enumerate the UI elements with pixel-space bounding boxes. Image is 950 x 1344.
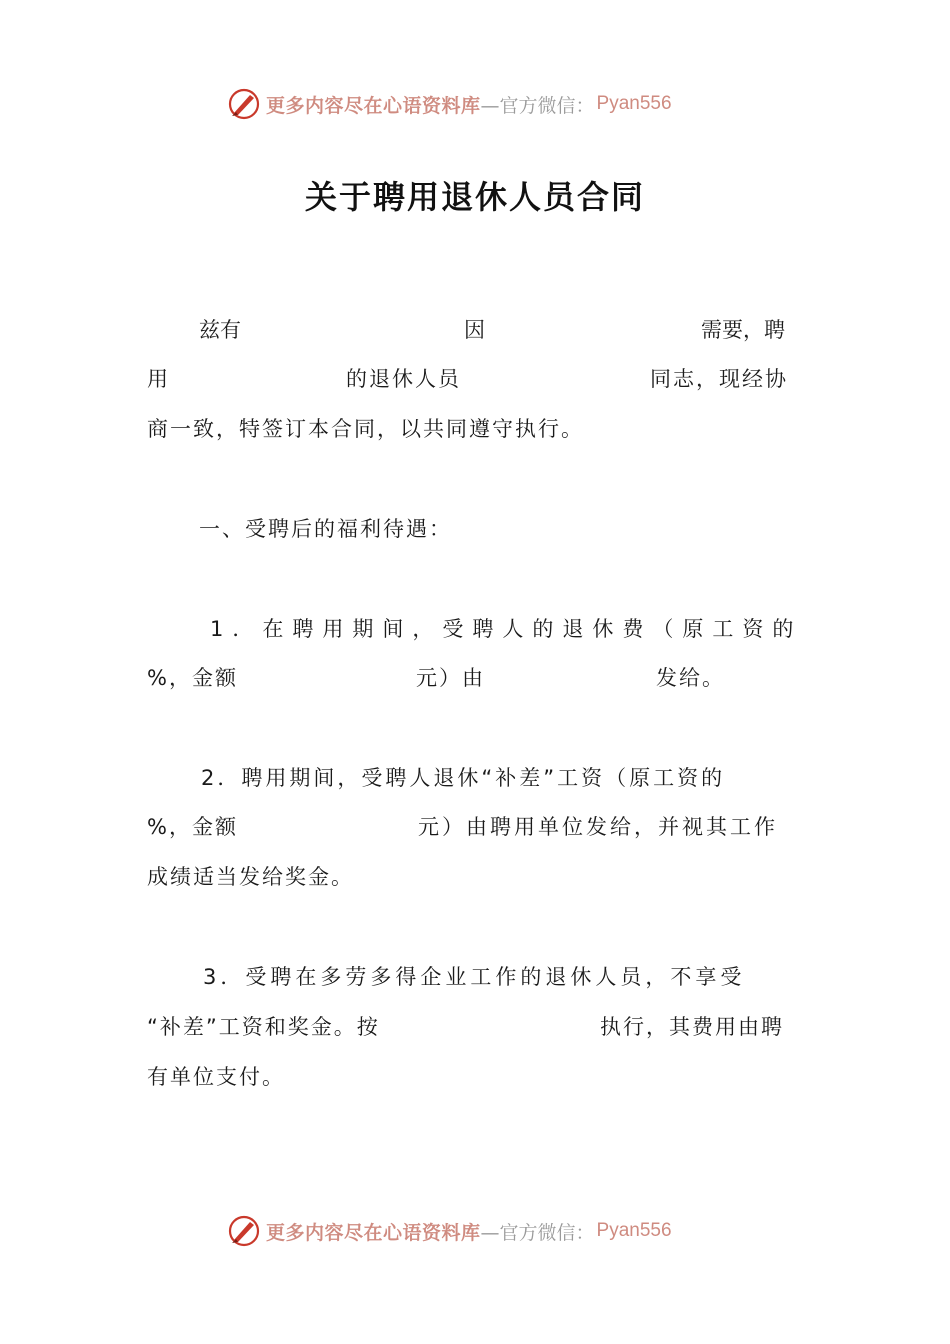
watermark-footer-text-main: 更多内容尽在心语资料库 [266,1221,481,1244]
item2-line1: 2．聘用期间，受聘人退休“补差”工资（原工资的 [201,766,726,790]
item1-line2-c: 发给。 [656,666,725,690]
intro-line1-b: 因 [464,318,485,342]
watermark-text-id: Pyan556 [596,93,672,114]
item3-line3: 有单位支付。 [147,1065,285,1089]
intro-line2-b: 的退休人员 [346,367,461,391]
pen-circle-icon [226,86,262,122]
item3-line1: 3．受聘在多劳多得企业工作的退休人员，不享受 [203,965,746,989]
watermark-text-main: 更多内容尽在心语资料库 [266,94,481,117]
watermark-text-wechat: —官方微信： [480,94,595,117]
watermark-footer-inner [226,1211,672,1251]
item1-line2-a: %，金额 [147,666,238,690]
intro-line2-a: 用 [147,367,168,391]
intro-line3: 商一致，特签订本合同，以共同遵守执行。 [147,417,584,441]
section1-heading: 一、受聘后的福利待遇： [199,517,452,541]
watermark-footer [0,1211,950,1251]
item1-line1: 1．在聘用期间，受聘人的退休费（原工资的 [210,617,803,641]
item3-line2-a: “补差”工资和奖金。按 [147,1015,380,1039]
intro-line1-a: 兹有 [199,318,241,342]
item3-line2-b: 执行，其费用由聘 [600,1015,784,1039]
pen-circle-icon [226,1213,262,1249]
watermark-footer-text-id: Pyan556 [596,1220,672,1241]
intro-line2-c: 同志，现经协 [650,367,788,391]
item2-line2-a: %，金额 [147,815,238,839]
document-title: 关于聘用退休人员合同 [304,178,645,216]
intro-line1-c: 需要，聘 [701,318,785,342]
item2-line3: 成绩适当发给奖金。 [147,865,354,889]
watermark-inner [226,84,672,124]
watermark-header [0,84,950,124]
watermark-footer-text-wechat: —官方微信： [480,1221,595,1244]
item2-line2-b: 元）由聘用单位发给，并视其工作 [418,815,778,839]
item1-line2-b: 元）由 [416,666,485,690]
